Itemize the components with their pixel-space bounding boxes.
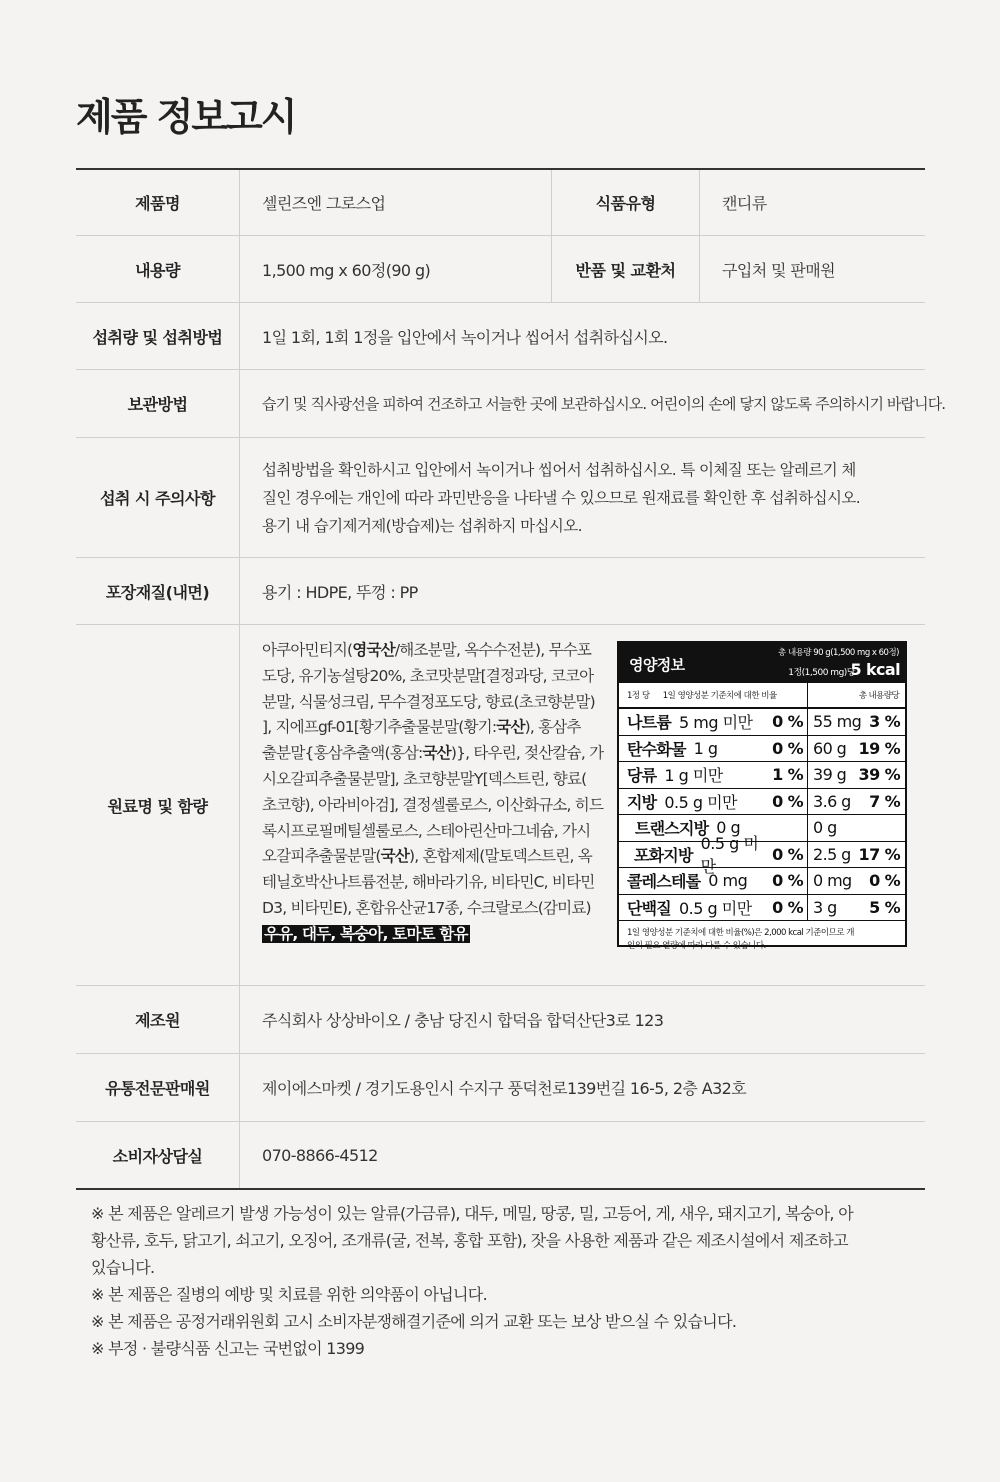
nutrition-serving: 1정(1,500 mg)당 (788, 668, 855, 678)
note-line: ※ 본 제품은 알레르기 발생 가능성이 있는 알류(가금류), 대두, 메밀, 땅콩, 밀, 고등어, 게, 새우, 돼지고기, 복숭아, 아 (91, 1204, 853, 1223)
table-row (76, 625, 925, 986)
nutrition-amount: 0.5 g 미만 (700, 834, 759, 877)
manufacturer-label: 제조원 (76, 986, 240, 1053)
nutrition-pct: 0 % (772, 844, 803, 864)
nutrition-title: 영양정보 (629, 656, 685, 674)
nutrition-kcal: 5 kcal (850, 660, 900, 679)
table-row (76, 986, 925, 1054)
ingredients-label: 원료명 및 함량 (76, 625, 240, 985)
nutrition-total: 0 g (813, 818, 837, 838)
table-row (76, 236, 925, 303)
return-value: 구입처 및 판매원 (722, 260, 835, 280)
storage-value: 습기 및 직사광선을 피하여 건조하고 서늘한 곳에 보관하십시오. 어린이의 손에 닿지 않도록 주의하시기 바랍니다. (262, 395, 946, 413)
content-value: 1,500 mg x 60정(90 g) (262, 260, 431, 280)
nutrition-name: 나트륨 (627, 713, 671, 733)
nutrition-row (619, 709, 905, 736)
nutrition-total: 총 내용량 90 g(1,500 mg x 60정) (778, 648, 899, 658)
table-row (76, 438, 925, 558)
nutrition-pct: 0 % (772, 712, 803, 732)
ingredients-text: 아쿠아민티지(영국산/해조분말, 옥수수전분), 무수포 도당, 유기농설탕20%, 초코맛분말[결정과당, 코코아 분말, 식물성크림, 무수결정포도당, 향료(초코향분말) ], 지에프gf-01[황기추출물분말(황기:국산), 홍삼추 출분말{홍삼추출액(홍삼:국산)}, 타우린, 젖산칼슘, 가 시오갈피추출물분말], 초코향분말Y[덱스트린, 향료( 초코향), 아라비아검], 결정셀룰로스, 이산화규소, 히드 록시프로필메틸셀룰로스, 스테아린산마그네슘, 가시 오갈피추출물분말(국산), 혼합제제(말토덱스트린, 옥 테닐호박산나트륨전분, 해바라기유, 비타민C, 비타민 D3, 비타민E), 혼합유산균17종, 수크랄로스(감미료) 우유, 대두, 복숭아, 토마토 함유 (262, 641, 604, 943)
nutrition-amount: 5 mg 미만 (678, 713, 753, 733)
nutrition-facts-box (617, 641, 907, 951)
caution-label: 섭취 시 주의사항 (76, 438, 240, 557)
consumer-value: 070-8866-4512 (262, 1145, 378, 1165)
nutrition-name: 콜레스테롤 (627, 872, 701, 892)
note-line: 있습니다. (91, 1258, 155, 1277)
caution-line: 질인 경우에는 개인에 따라 과민반응을 나타낼 수 있으므로 원재료를 확인한 후 섭취하십시오. (262, 489, 861, 507)
product-name-value: 셀린즈엔 그로스업 (262, 194, 386, 213)
intake-value: 1일 1회, 1회 1정을 입안에서 녹이거나 씹어서 섭취하십시오. (262, 327, 668, 347)
nutrition-tpct: 19 % (858, 738, 900, 758)
nutrition-amount: 1 g (693, 738, 718, 758)
note-line: ※ 부정 · 불량식품 신고는 국번없이 1399 (91, 1339, 365, 1358)
table-row (76, 558, 925, 625)
packaging-label: 포장재질(내면) (76, 558, 240, 624)
table-row (76, 303, 925, 370)
food-type-label: 식품유형 (551, 170, 700, 235)
seller-value: 제이에스마켓 / 경기도용인시 수지구 풍덕천로139번길 16-5, 2층 A32호 (262, 1079, 747, 1098)
nutrition-amount: 1 g 미만 (664, 766, 723, 786)
product-name-label: 제품명 (76, 170, 240, 235)
note-line: ※ 본 제품은 공정거래위원회 고시 소비자분쟁해결기준에 의거 교환 또는 보상 받으실 수 있습니다. (91, 1312, 737, 1331)
caution-value (240, 438, 925, 557)
nutrition-row (619, 789, 905, 816)
ingredients-cell (240, 625, 925, 985)
nutrition-amount: 0 g (716, 818, 741, 838)
product-info-table (76, 168, 946, 1190)
caution-line: 섭취방법을 확인하시고 입안에서 녹이거나 씹어서 섭취하십시오. 특 이체질 또는 알레르기 체 (262, 461, 856, 479)
page-title: 제품 정보고시 (76, 95, 296, 139)
nutrition-amount: 0 mg (708, 871, 748, 891)
nutrition-amount: 0.5 g 미만 (678, 898, 752, 918)
nutrition-pct: 0 % (772, 871, 803, 891)
nutrition-name: 트랜스지방 (635, 819, 709, 839)
packaging-value: 용기 : HDPE, 뚜껑 : PP (262, 582, 418, 602)
note-line: 황산류, 호두, 닭고기, 쇠고기, 오징어, 조개류(굴, 전복, 홍합 포함), 잣을 사용한 제품과 같은 제조시설에서 제조하고 (91, 1231, 848, 1250)
nutrition-name: 포화지방 (634, 845, 693, 865)
nutrition-pct: 0 % (772, 897, 803, 917)
seller-label: 유통전문판매원 (76, 1054, 240, 1121)
food-type-value: 캔디류 (722, 194, 767, 213)
consumer-label: 소비자상담실 (76, 1122, 240, 1188)
return-label: 반품 및 교환처 (551, 236, 700, 302)
nutrition-tpct: 17 % (858, 844, 900, 864)
nutrition-tpct: 3 % (869, 712, 900, 732)
nutrition-header (619, 643, 905, 683)
table-row (76, 1054, 925, 1122)
intake-label: 섭취량 및 섭취방법 (76, 303, 240, 369)
nutrition-name: 당류 (627, 766, 657, 786)
nutrition-row (619, 834, 905, 877)
nutrition-subheader: 1정 당 1일 영양성분 기준치에 대한 비율 총 내용량당 (619, 683, 905, 709)
nutrition-name: 지방 (627, 792, 657, 812)
content-label: 내용량 (76, 236, 240, 302)
nutrition-name: 단백질 (627, 898, 671, 918)
table-row (76, 370, 946, 438)
nutrition-tpct: 0 % (869, 871, 900, 891)
nutrition-row (619, 762, 905, 789)
nutrition-pct: 0 % (772, 791, 803, 811)
nutrition-total: 0 mg (813, 871, 852, 891)
nutrition-tpct: 5 % (869, 897, 900, 917)
caution-line: 용기 내 습기제거제(방습제)는 섭취하지 마십시오. (262, 517, 582, 535)
table-row (76, 1122, 925, 1188)
nutrition-row (619, 736, 905, 763)
manufacturer-value: 주식회사 상상바이오 / 충남 당진시 합덕읍 합덕산단3로 123 (262, 1011, 664, 1030)
nutrition-name: 탄수화물 (627, 739, 686, 759)
nutrition-footnote: 1일 영양성분 기준치에 대한 비율(%)은 2,000 kcal 기준이므로 개 인의 필요 열량에 따라 다를 수 있습니다. (627, 928, 854, 951)
allergen-highlight: 우유, 대두, 복숭아, 토마토 함유 (264, 924, 468, 943)
nutrition-row (619, 895, 905, 922)
nutrition-total: 55 mg (813, 712, 862, 732)
nutrition-total: 39 g (813, 765, 847, 785)
nutrition-pct: 1 % (772, 765, 803, 785)
nutrition-row (619, 868, 905, 895)
nutrition-tpct: 7 % (869, 791, 900, 811)
notes (91, 1200, 853, 1362)
table-row (76, 170, 925, 236)
nutrition-tpct: 39 % (858, 765, 900, 785)
storage-label: 보관방법 (76, 370, 240, 437)
nutrition-total: 2.5 g (813, 844, 851, 864)
nutrition-total: 3.6 g (813, 791, 851, 811)
nutrition-total: 60 g (813, 738, 847, 758)
nutrition-total: 3 g (813, 897, 837, 917)
nutrition-pct: 0 % (772, 738, 803, 758)
nutrition-amount: 0.5 g 미만 (664, 792, 737, 812)
note-line: ※ 본 제품은 질병의 예방 및 치료를 위한 의약품이 아닙니다. (91, 1285, 487, 1304)
